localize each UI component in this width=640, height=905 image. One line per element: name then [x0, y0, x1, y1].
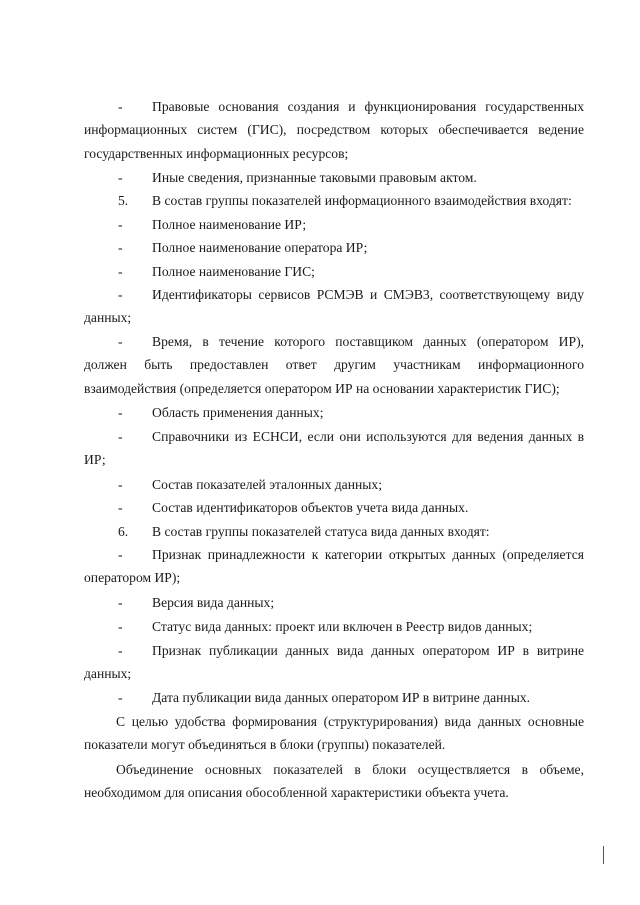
- list-item-text: Статус вида данных: проект или включен в Реестр видов данных;: [152, 619, 533, 634]
- list-item-text: Дата публикации вида данных оператором ИР в витрине данных.: [152, 690, 531, 705]
- list-item-text: Состав показателей эталонных данных;: [152, 477, 382, 492]
- section-heading-text: В состав группы показателей статуса вида данных входят:: [152, 524, 490, 539]
- list-item-text: Полное наименование оператора ИР;: [152, 240, 368, 255]
- list-item-continuation: данных;: [84, 666, 132, 682]
- list-item: [84, 401, 584, 424]
- list-marker: -: [118, 547, 123, 562]
- list-item: [84, 615, 584, 638]
- list-item-continuation: должен быть предоставлен ответ другим участникам информационного взаимодействия (определяется оператором ИР на основании характеристик ГИС);: [84, 357, 584, 396]
- list-marker: -: [118, 287, 123, 302]
- list-item: [84, 283, 584, 330]
- section-heading: [84, 189, 584, 212]
- list-item: [84, 236, 584, 259]
- list-marker: -: [118, 264, 123, 279]
- body-paragraph: Объединение основных показателей в блоки осуществляется в объеме, необходимом для описания обособленной характеристики объекта учета.: [84, 762, 584, 801]
- list-item: [84, 166, 584, 189]
- list-item-text: Версия вида данных;: [152, 595, 275, 610]
- list-item-first-line: Признак публикации данных вида данных оператором ИР в витрине: [152, 643, 584, 658]
- list-item: [84, 591, 584, 614]
- list-marker: -: [118, 99, 123, 114]
- list-item-first-line: Время, в течение которого поставщиком данных (оператором ИР),: [152, 334, 584, 349]
- list-marker: -: [118, 170, 123, 185]
- list-marker: -: [118, 334, 123, 349]
- list-item-continuation: данных;: [84, 310, 132, 326]
- list-marker: -: [118, 217, 123, 232]
- list-marker: -: [118, 690, 123, 705]
- list-marker: -: [118, 477, 123, 492]
- list-item-text: Состав идентификаторов объектов учета вида данных.: [152, 500, 469, 515]
- list-item: [84, 496, 584, 519]
- list-item: [84, 425, 584, 472]
- list-marker: -: [118, 595, 123, 610]
- scan-artifact-line: [603, 846, 604, 864]
- section-number: 5.: [118, 193, 129, 208]
- list-item-text: Иные сведения, признанные таковыми правовым актом.: [152, 170, 477, 185]
- list-item-continuation: ИР;: [84, 452, 106, 468]
- list-item: [84, 686, 584, 709]
- list-item-first-line: Правовые основания создания и функционирования государственных: [152, 99, 584, 114]
- list-item: [84, 543, 584, 590]
- list-marker: -: [118, 240, 123, 255]
- list-item: [84, 213, 584, 236]
- list-marker: -: [118, 429, 123, 444]
- list-marker: -: [118, 643, 123, 658]
- list-marker: -: [118, 405, 123, 420]
- body-paragraph: С целью удобства формирования (структурирования) вида данных основные показатели могут объединяться в блоки (группы) показателей.: [84, 714, 584, 753]
- list-item-text: Полное наименование ИР;: [152, 217, 307, 232]
- section-heading-text: В состав группы показателей информационного взаимодействия входят:: [152, 193, 572, 208]
- list-item-first-line: Справочники из ЕСНСИ, если они используются для ведения данных в: [152, 429, 584, 444]
- section-heading: [84, 520, 584, 543]
- list-item: [84, 330, 584, 400]
- list-item: [84, 473, 584, 496]
- list-item: [84, 639, 584, 686]
- section-number: 6.: [118, 524, 129, 539]
- list-marker: -: [118, 619, 123, 634]
- list-item-first-line: Идентификаторы сервисов РСМЭВ и СМЭВ3, соответствующему виду: [152, 287, 584, 302]
- list-item: [84, 260, 584, 283]
- list-item-text: Полное наименование ГИС;: [152, 264, 315, 279]
- list-item: [84, 95, 584, 165]
- list-item-text: Область применения данных;: [152, 405, 324, 420]
- list-item-continuation: оператором ИР);: [84, 570, 181, 586]
- list-item-continuation: информационных систем (ГИС), посредством которых обеспечивается ведение государственных информационных ресурсов;: [84, 122, 584, 161]
- list-item-first-line: Признак принадлежности к категории открытых данных (определяется: [152, 547, 584, 562]
- list-marker: -: [118, 500, 123, 515]
